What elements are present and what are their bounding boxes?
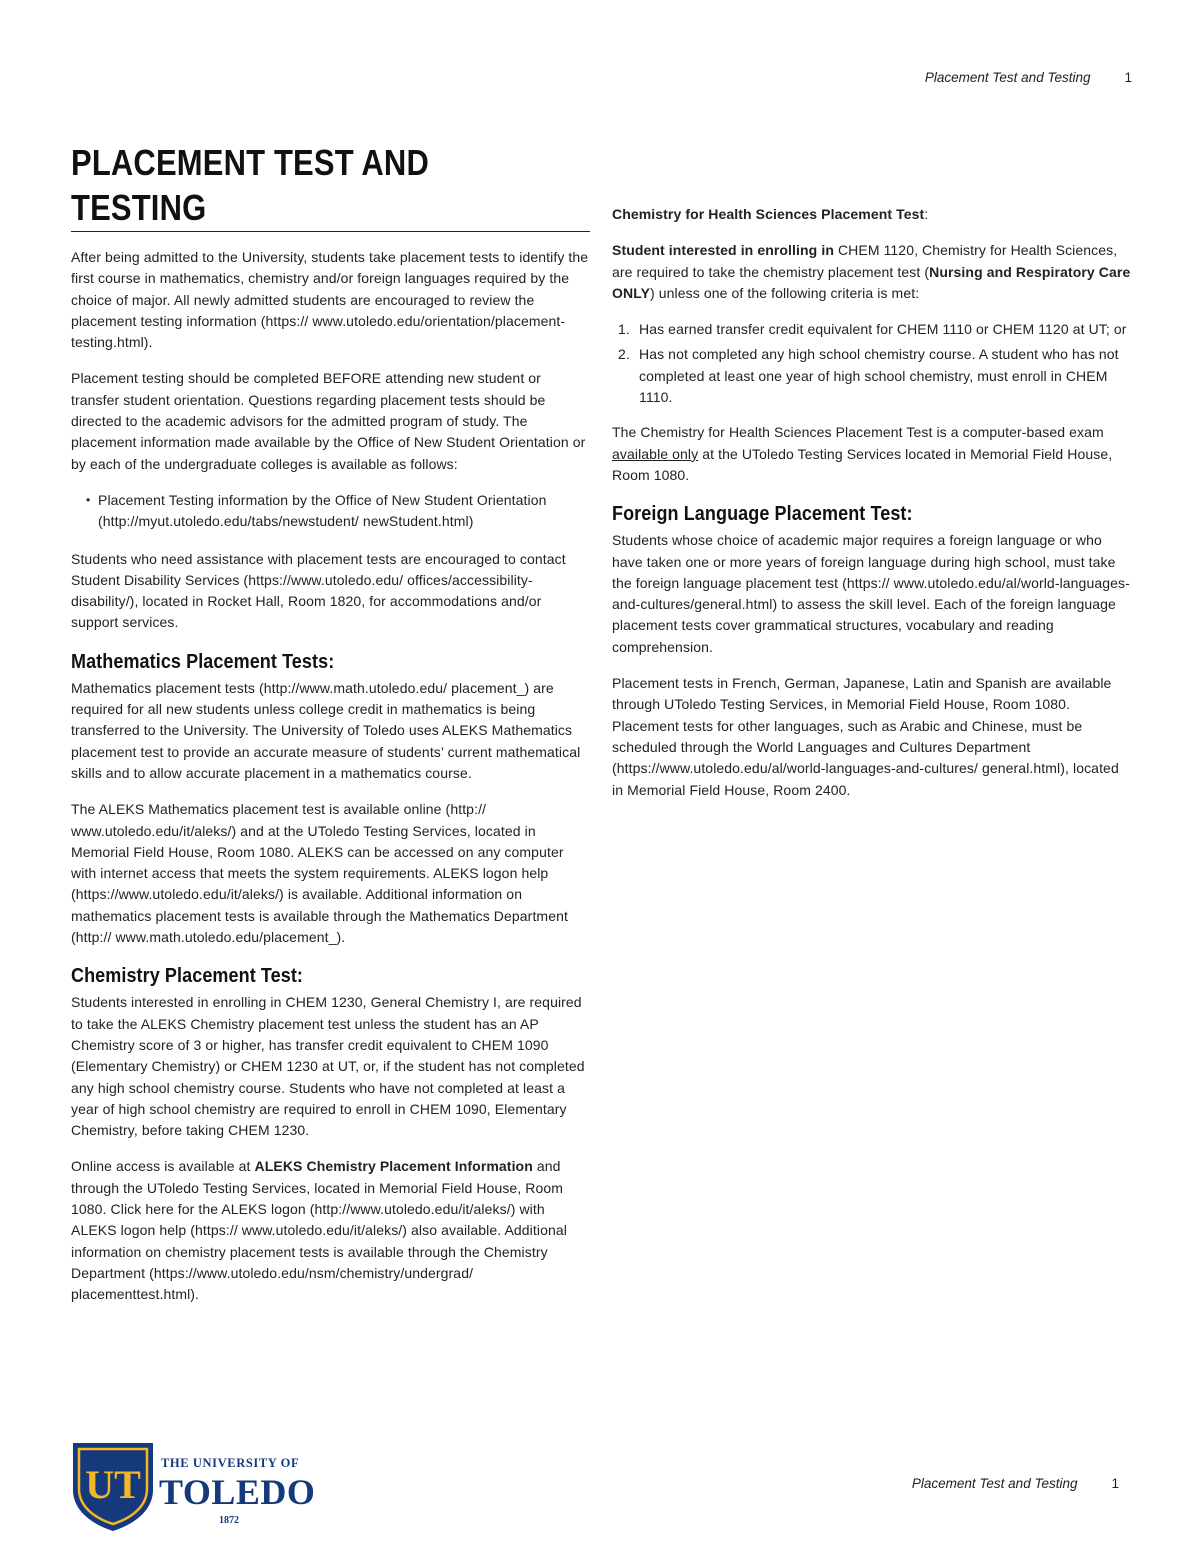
health-p1-text-b: ) unless one of the following criteria is met: — [650, 284, 920, 301]
intro-bullet-list — [71, 490, 591, 533]
logo-year: 1872 — [219, 1515, 239, 1526]
math-paragraph-2: The ALEKS Mathematics placement test is available online (http:// www.utoledo.edu/it/aleks/) and at the UToledo Testing Services, located in Memorial Field House, Room 1080. ALEKS can be accessed on any computer with internet access that meets the system requirements. ALEKS logon help (https://www.utoledo.edu/it/aleks/) is available. Additional information on mathematics placement tests is available through the Mathematics Department (http:// www.math.utoledo.edu/placement_). — [71, 801, 568, 946]
list-item-text: Has not completed any high school chemistry course. A student who has not completed at least one year of high school chemistry, must enroll in CHEM 1110. — [639, 346, 1119, 406]
list-item — [612, 319, 1132, 340]
foreign-heading: Foreign Language Placement Test: — [612, 503, 913, 526]
chem-paragraph-1: Students interested in enrolling in CHEM 1230, General Chemistry I, are required to take the ALEKS Chemistry placement test unless the student has an AP Chemistry score of 3 or higher, has transfer credit equivalent to CHEM 1090 (Elementary Chemistry) or CHEM 1230 at UT, or, if the student has not completed any high school chemistry course. Students who have not completed at least a year of high school chemistry are required to enroll in CHEM 1090, Elementary Chemistry, before taking CHEM 1230. — [71, 994, 585, 1139]
right-column — [612, 140, 1132, 816]
list-item-text: Has earned transfer credit equivalent for CHEM 1110 or CHEM 1120 at UT; or — [639, 321, 1127, 338]
health-heading-text: Chemistry for Health Sciences Placement Test — [612, 206, 925, 222]
page-title — [71, 140, 518, 230]
health-paragraph-2 — [612, 422, 1132, 486]
running-header-page-number: 1 — [1124, 70, 1132, 85]
math-paragraph-1: Mathematics placement tests (http://www.math.utoledo.edu/ placement_) are required for all new students unless college credit in mathematics is being transferred to the University. The University of Toledo uses ALEKS Mathematics placement test to provide an accurate measure of students’ current mathematical skills and to allow accurate placement in a mathematics course. — [71, 679, 581, 781]
health-criteria-list — [612, 319, 1132, 408]
logo-line1: THE UNIVERSITY OF — [161, 1456, 300, 1470]
chem-heading: Chemistry Placement Test: — [71, 965, 304, 988]
page-title-line1: PLACEMENT TEST AND — [71, 142, 429, 183]
health-p1-bold-a: Student interested in enrolling in — [612, 242, 834, 259]
list-item-number: 2. — [618, 346, 630, 363]
health-p1-bold-b: Nursing and Respiratory Care ONLY — [612, 263, 1131, 301]
logo-monogram: UT — [85, 1462, 141, 1507]
list-item: • Placement Testing information by the Office of New Student Orientation (http://myut.utoledo.edu/tabs/newstudent/ newStudent.html) — [71, 490, 591, 533]
math-heading: Mathematics Placement Tests: — [71, 650, 335, 673]
list-item — [612, 344, 1132, 408]
foreign-paragraph-1: Students whose choice of academic major requires a foreign language or who have taken one or more years of foreign language during high school, must take the foreign language placement test (https:// www.utoledo.edu/al/world-languages-and-cultures/general.html) to assess the skill level. Each of the foreign language placement tests cover grammatical structures, vocabulary and reading comprehension. — [612, 532, 1130, 655]
foreign-paragraph-2: Placement tests in French, German, Japanese, Latin and Spanish are available through UToledo Testing Services, in Memorial Field House, Room 1080. Placement tests for other languages, such as Arabic and Chinese, must be scheduled through the World Languages and Cultures Department (https://www.utoledo.edu/al/world-languages-and-cultures/ general.html), located in Memorial Field House, Room 2400. — [612, 675, 1119, 798]
footer-title: Placement Test and Testing — [911, 1476, 1078, 1491]
continued-text-spacer — [612, 140, 1132, 204]
health-heading-colon: : — [924, 206, 929, 222]
chem-p2-text-a: Online access is available at — [71, 1158, 255, 1175]
university-logo — [69, 1440, 329, 1532]
health-p1-text-a: CHEM 1120, Chemistry for Health Sciences, are required to take the chemistry placement test ( — [612, 242, 1118, 280]
intro-paragraph-3: Students who need assistance with placement tests are encouraged to contact Student Disability Services (https://www.utoledo.edu/ offices/accessibility-disability/), located in Rocket Hall, Room 1820, for accommodations and/or support services. — [71, 550, 566, 631]
intro-paragraph-2: Placement testing should be completed BEFORE attending new student or transfer student orientation. Questions regarding placement tests should be directed to the academic advisors for the admitted program of study. The placement information made available by the Office of New Student Orientation or by each of the undergraduate colleges is available as follows: — [71, 370, 586, 472]
footer-running-header — [912, 1476, 1119, 1491]
health-p2-text-b: at the UToledo Testing Services located in Memorial Field House, Room 1080. — [612, 445, 1113, 483]
chem-paragraph-2 — [71, 1156, 591, 1305]
health-heading — [612, 204, 1132, 225]
running-header — [925, 70, 1132, 85]
running-header-title: Placement Test and Testing — [924, 70, 1091, 85]
title-divider — [71, 231, 590, 232]
intro-paragraph-1: After being admitted to the University, students take placement tests to identify the first course in mathematics, chemistry and/or foreign languages required by the choice of major. All newly admitted students are encouraged to review the placement testing information (https:// www.utoledo.edu/orientation/placement-testing.html). — [71, 249, 589, 351]
logo-line2: TOLEDO — [159, 1472, 316, 1512]
health-p2-text-a: The Chemistry for Health Sciences Placement Test is a computer-based exam — [612, 424, 1104, 441]
chem-p2-text-b: and through the UToledo Testing Services, located in Memorial Field House, Room 1080. Click here for the ALEKS logon (http://www.utoledo.edu/it/aleks/) with ALEKS logon help (https:// www.utoledo.edu/it/aleks/) also available. Additional information on chemistry placement tests is available through the Chemistry Department (https://www.utoledo.edu/nsm/chemistry/undergrad/ placementtest.html). — [71, 1158, 567, 1303]
page-title-line2: TESTING — [71, 187, 207, 228]
health-paragraph-1 — [612, 240, 1132, 304]
aleks-chem-info-link[interactable]: ALEKS Chemistry Placement Information — [254, 1158, 533, 1175]
left-column — [71, 247, 591, 1320]
footer-page-number: 1 — [1111, 1476, 1119, 1491]
list-item-number: 1. — [618, 321, 630, 338]
health-p2-underlined: available only — [612, 445, 699, 462]
